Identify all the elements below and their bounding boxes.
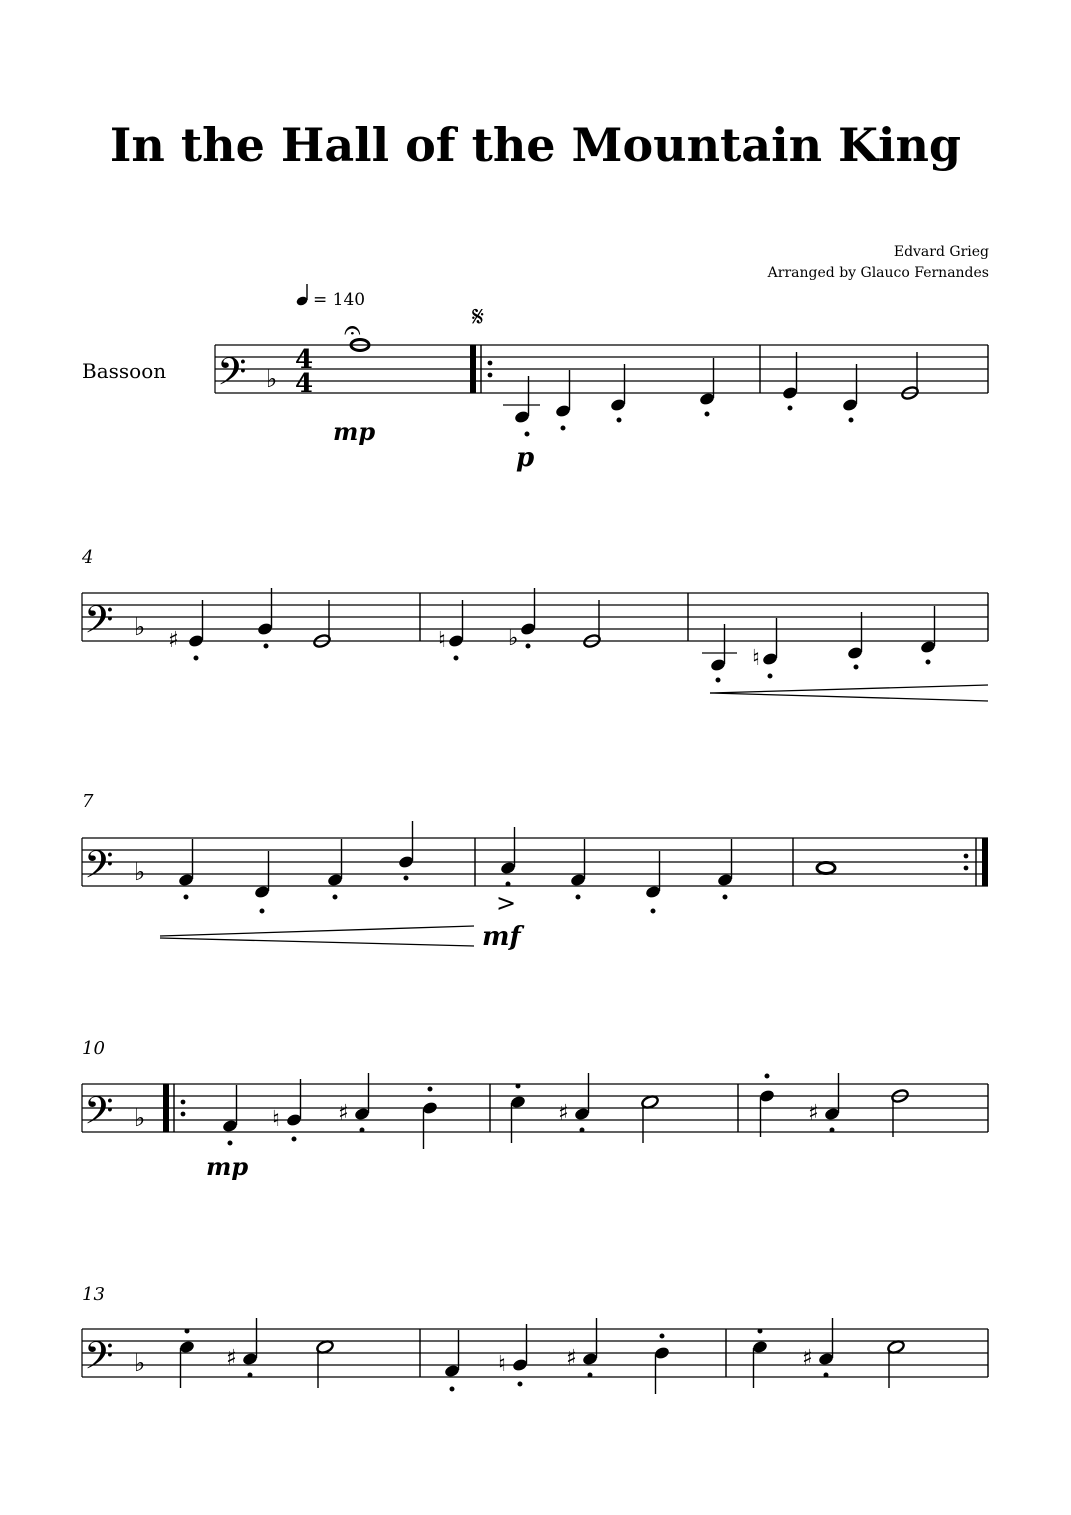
bass-clef: 𝄢 — [84, 1333, 114, 1387]
measure-number-4: 4 — [82, 547, 94, 568]
segno-symbol: 𝄋 — [472, 300, 485, 333]
key-signature-flat: ♭ — [134, 1349, 146, 1377]
tempo-mark — [295, 284, 365, 310]
sharp-accidental: ♯ — [802, 1346, 813, 1371]
measure-number-7: 7 — [82, 791, 94, 812]
bass-clef: 𝄢 — [84, 842, 114, 896]
crescendo-hairpin — [710, 685, 988, 701]
sharp-accidental: ♯ — [558, 1101, 569, 1126]
instrument-name: Bassoon — [82, 359, 167, 383]
sharp-accidental: ♯ — [226, 1346, 237, 1371]
page-title: In the Hall of the Mountain King — [109, 118, 962, 172]
bass-clef: 𝄢 — [217, 349, 247, 403]
measure-12 — [759, 1073, 909, 1137]
dynamic-mp: mp — [206, 1152, 249, 1181]
dynamic-mp: mp — [333, 417, 376, 446]
natural-accidental: ♮ — [498, 1352, 506, 1377]
key-signature-flat: ♭ — [134, 1104, 146, 1132]
staff-system-3 — [82, 838, 988, 886]
note-whole — [817, 863, 835, 874]
sharp-accidental: ♯ — [338, 1101, 349, 1126]
key-signature-flat: ♭ — [134, 613, 146, 641]
sharp-accidental: ♯ — [168, 628, 179, 653]
tempo-value: = 140 — [313, 290, 366, 310]
natural-accidental: ♮ — [272, 1107, 280, 1132]
dynamic-mf: mf — [482, 922, 521, 952]
crescendo-hairpin — [160, 926, 474, 946]
bass-clef: 𝄢 — [84, 1088, 114, 1142]
staff-system-1 — [215, 345, 988, 393]
measure-4 — [168, 588, 331, 660]
time-signature-top: 4 — [295, 345, 314, 375]
measure-5 — [438, 588, 601, 660]
measure-number-13: 13 — [82, 1284, 105, 1305]
accent-mark: > — [496, 889, 517, 917]
time-signature-bottom: 4 — [295, 369, 314, 399]
staff-system-4 — [82, 1084, 988, 1132]
sharp-accidental: ♯ — [808, 1101, 819, 1126]
composer: Edvard Grieg — [893, 244, 989, 260]
measure-2 — [503, 358, 715, 436]
measure-8 — [500, 827, 732, 913]
natural-accidental: ♮ — [438, 628, 446, 653]
arranger: Arranged by Glauco Fernandes — [767, 265, 989, 281]
bass-clef: 𝄢 — [84, 597, 114, 651]
sharp-accidental: ♯ — [566, 1346, 577, 1371]
key-signature-flat: ♭ — [266, 365, 278, 393]
measure-number-10: 10 — [82, 1038, 105, 1059]
measure-7 — [178, 821, 413, 913]
measure-3 — [782, 352, 919, 422]
key-signature-flat: ♭ — [134, 858, 146, 886]
fermata-symbol: 𝄐 — [344, 313, 361, 348]
dynamic-p: p — [516, 443, 535, 473]
flat-accidental: ♭ — [508, 626, 519, 651]
staff-system-5 — [82, 1329, 988, 1377]
natural-accidental: ♮ — [752, 646, 760, 671]
